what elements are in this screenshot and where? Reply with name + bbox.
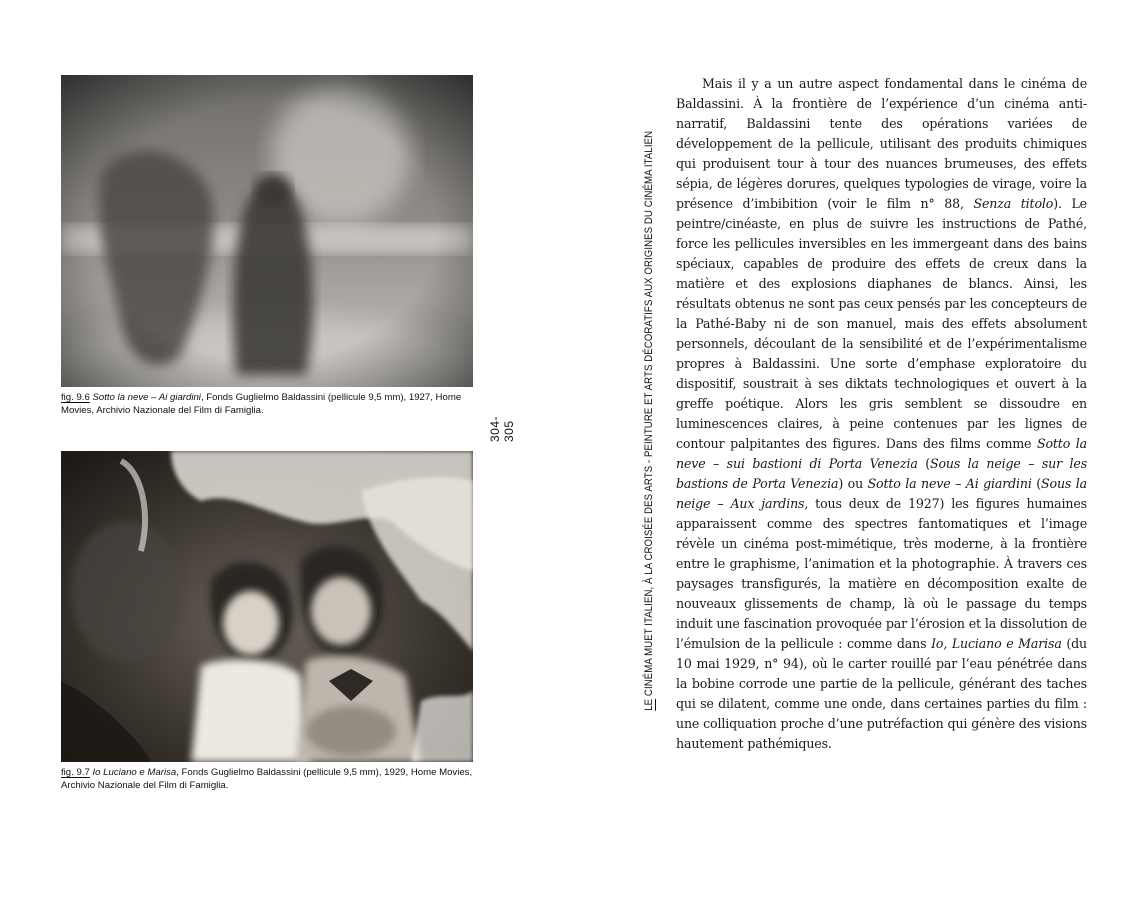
figure-9-7-image: [61, 451, 473, 762]
body-text: [676, 74, 1087, 754]
running-head-text: CINÉMA MUET ITALIEN, À LA CROISÉE DES ARTS - PEINTURE ET ARTS DÉCORATIFS AUX ORIGINES DU CINÉMA ITALIEN: [643, 131, 655, 700]
page-numbers: 304-305: [488, 415, 516, 442]
figure-9-7-caption: [61, 767, 473, 792]
figure-credit: , Fonds Guglielmo Baldassini (pellicule 9,5 mm), 1927, Home Movies, Archivio Nazionale del Film di Famiglia.: [61, 392, 462, 416]
figure-number: fig. 9.7: [61, 767, 90, 778]
running-head: [636, 131, 662, 711]
figure-title: Io Luciano e Marisa: [92, 767, 177, 778]
figure-9-6-image: [61, 75, 473, 387]
figure-title: Sotto la neve – Ai giardini: [92, 392, 201, 403]
running-head-first-word: LE: [643, 699, 655, 711]
figure-9-6-caption: [61, 392, 473, 417]
body-paragraph: Mais il y a un autre aspect fondamental dans le cinéma de Baldassini. À la frontière de l’expérience d’un cinéma anti-narratif, Baldassini tente des opérations variées de développement de la pellicule, utilisant des produits chimiques qui produisent tour à tour des nuances brumeuses, des effets sépia, de légères dorures, quelques typologies de virage, voire la présence d’imbibition (voir le film n° 88, Senza titolo). Le peintre/cinéaste, en plus de suivre les instructions de Pathé, force les pellicules inversibles en les immergeant dans des bains spéciaux, capables de produire des effets de creux dans la matière et des explosions diaphanes de blancs. Ainsi, les résultats obtenus ne sont pas ceux pensés par les concepteurs de la Pathé-Baby ni de son manuel, mais des effets absolument personnels, découlant de la sensibilité et de l’expérimentalisme propres à Baldassini. Une sorte d’emphase exploratoire du dispositif, soustrait à ses diktats technologiques et ouvert à la greffe poétique. Alors les gris semblent se dissoudre en luminescences claires, à peine contenues par les lignes de contour palpitantes des figures. Dans des films comme Sotto la neve – sui bastioni di Porta Venezia (Sous la neige – sur les bastions de Porta Venezia) ou Sotto la neve – Ai giardini (Sous la neige – Aux jardins, tous deux de 1927) les figures humaines apparaissent comme des spectres fantomatiques et l’image révèle un cinéma post-mimétique, très moderne, à la frontière entre le graphisme, l’animation et la photographie. À travers ces paysages transfigurés, la matière en décomposition exalte de nouveaux glissements de champ, là où le passage du temps induit une fascination provoquée par l’érosion et la dissolution de l’émulsion de la pellicule : comme dans Io, Luciano e Marisa (du 10 mai 1929, n° 94), où le carter rouillé par l’eau pénétrée dans la bobine corrode une partie de la pellicule, générant des taches qui se dilatent, comme une onde, dans certaines parties du film : une colliquation proche d’une putréfaction qui génère des visions hautement pathémiques.: [676, 76, 1088, 751]
figure-credit: , Fonds Guglielmo Baldassini (pellicule 9,5 mm), 1929, Home Movies, Archivio Nazionale del Film di Famiglia.: [61, 767, 473, 791]
figure-number: fig. 9.6: [61, 392, 90, 403]
